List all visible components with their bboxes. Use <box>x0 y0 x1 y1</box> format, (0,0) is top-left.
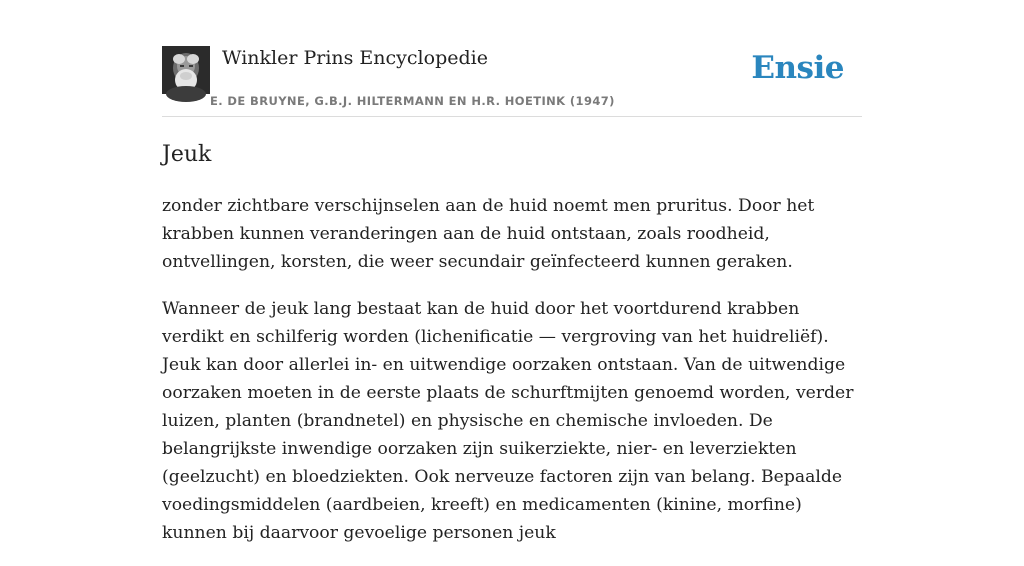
portrait-icon <box>162 46 210 94</box>
publication-authors: E. DE BRUYNE, G.B.J. HILTERMANN EN H.R. HOETINK (1947) <box>210 94 615 108</box>
author-avatar[interactable] <box>162 46 210 94</box>
article-title: Jeuk <box>162 142 212 167</box>
article-paragraph: Wanneer de jeuk lang bestaat kan de huid door het voortdurend krabben verdikt en schilferig worden (lichenificatie — vergroving van het huidreliëf). Jeuk kan door allerlei in- en uitwendige oorzaken ontstaan. Van de uitwendige oorzaken moeten in de eerste plaats de schurftmijten genoemd worden, verder luizen, planten (brandnetel) en physische en chemische invloeden. De belangrijkste inwendige oorzaken zijn suikerziekte, nier- en leverziekten (geelzucht) en bloedziekten. Ook nerveuze factoren zijn van belang. Bepaalde voedingsmiddelen (aardbeien, kreeft) en medicamenten (kinine, morfine) kunnen bij daarvoor gevoelige personen jeuk <box>162 299 854 543</box>
article-body <box>162 192 862 566</box>
publication-header <box>162 0 862 117</box>
page-container <box>162 0 862 543</box>
article-paragraph: zonder zichtbare verschijnselen aan de huid noemt men pruritus. Door het krabben kunnen veranderingen aan de huid ontstaan, zoals roodheid, ontvellingen, korsten, die weer secundair geïnfecteerd kunnen geraken. <box>162 196 815 272</box>
publication-title[interactable]: Winkler Prins Encyclopedie <box>222 47 488 69</box>
ensie-logo-link[interactable]: Ensie <box>751 50 844 86</box>
